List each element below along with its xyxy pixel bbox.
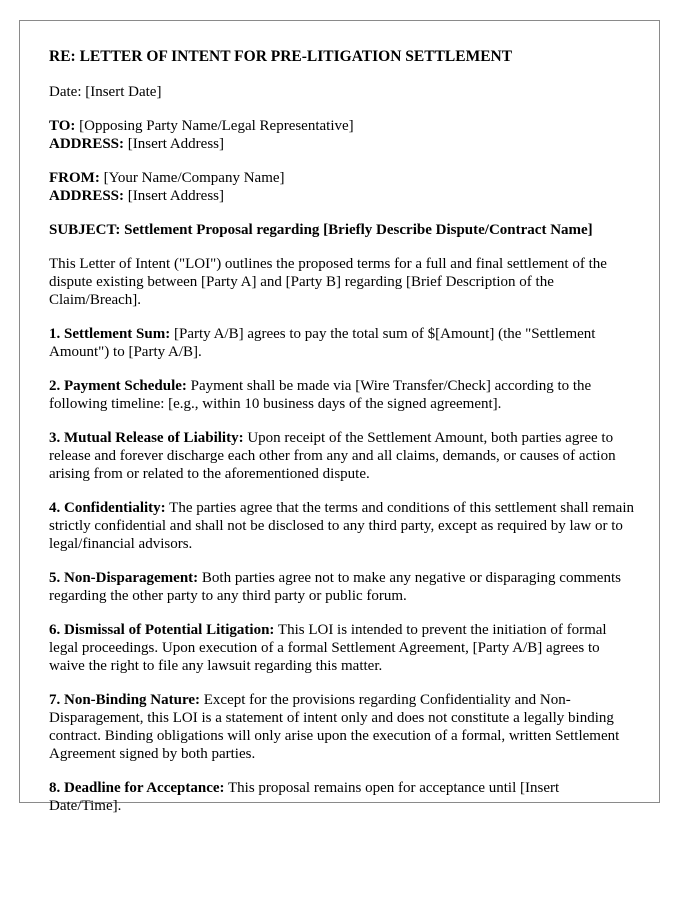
clause-text: Except for the provisions regarding Confidentiality and Non-Disparagement, this LOI is a statement of intent only and does not constitute a legally binding contract. Binding obligations will only arise upon the execution of a formal, written Settlement Agreement signed by both parties.	[49, 692, 620, 762]
to-label: TO:	[49, 118, 76, 134]
clause-text: Upon receipt of the Settlement Amount, both parties agree to release and forever discharge each other from any and all claims, demands, or causes of action arising from or related to the aforementioned dispute.	[49, 430, 616, 482]
letter-body	[49, 48, 634, 831]
clause-dismissal	[49, 621, 634, 675]
clause-mutual-release	[49, 429, 634, 483]
clause-heading: 4. Confidentiality:	[49, 500, 166, 516]
recipient-block	[49, 117, 634, 153]
from-label: FROM:	[49, 170, 100, 186]
clause-text: Both parties agree not to make any negative or disparaging comments regarding the other party to any third party or public forum.	[49, 570, 621, 604]
to-value: [Opposing Party Name/Legal Representative]	[75, 118, 354, 134]
clause-confidentiality	[49, 499, 634, 553]
clause-heading: 6. Dismissal of Potential Litigation:	[49, 622, 275, 638]
clause-heading: 8. Deadline for Acceptance:	[49, 780, 225, 796]
clause-text: Payment shall be made via [Wire Transfer/Check] according to the following timeline: [e.g., within 10 business days of the signed agreement].	[49, 378, 592, 412]
from-address-label: ADDRESS:	[49, 188, 125, 204]
clause-heading: 2. Payment Schedule:	[49, 378, 187, 394]
clause-payment-schedule	[49, 377, 634, 413]
clause-heading: 7. Non-Binding Nature:	[49, 692, 200, 708]
clause-non-binding	[49, 691, 634, 763]
from-address-value: [Insert Address]	[124, 188, 224, 204]
clause-deadline	[49, 779, 634, 815]
to-address-label: ADDRESS:	[49, 136, 125, 152]
clause-text: The parties agree that the terms and conditions of this settlement shall remain strictly confidential and shall not be disclosed to any third party, except as required by law or to legal/financial advisors.	[49, 500, 635, 552]
letter-date: Date: [Insert Date]	[49, 84, 162, 100]
clause-heading: 3. Mutual Release of Liability:	[49, 430, 244, 446]
letter-title: RE: LETTER OF INTENT FOR PRE-LITIGATION SETTLEMENT	[49, 48, 513, 65]
sender-block	[49, 169, 634, 205]
clause-non-disparagement	[49, 569, 634, 605]
letter-intro: This Letter of Intent ("LOI") outlines the proposed terms for a full and final settlement of the dispute existing between [Party A] and [Party B] regarding [Brief Description of the Claim/Breach].	[49, 256, 607, 308]
clause-heading: 5. Non-Disparagement:	[49, 570, 199, 586]
clause-text: This proposal remains open for acceptance until [Insert Date/Time].	[49, 780, 560, 814]
letter-subject: SUBJECT: Settlement Proposal regarding [Briefly Describe Dispute/Contract Name]	[49, 222, 593, 238]
document-page	[19, 20, 660, 814]
clause-text: [Party A/B] agrees to pay the total sum of $[Amount] (the "Settlement Amount") to [Party A/B].	[49, 326, 596, 360]
clause-heading: 1. Settlement Sum:	[49, 326, 171, 342]
clause-text: This LOI is intended to prevent the initiation of formal legal proceedings. Upon execution of a formal Settlement Agreement, [Party A/B] agrees to waive the right to file any lawsuit regarding this matter.	[49, 622, 607, 674]
clause-settlement-sum	[49, 325, 634, 361]
from-value: [Your Name/Company Name]	[99, 170, 285, 186]
to-address-value: [Insert Address]	[124, 136, 224, 152]
